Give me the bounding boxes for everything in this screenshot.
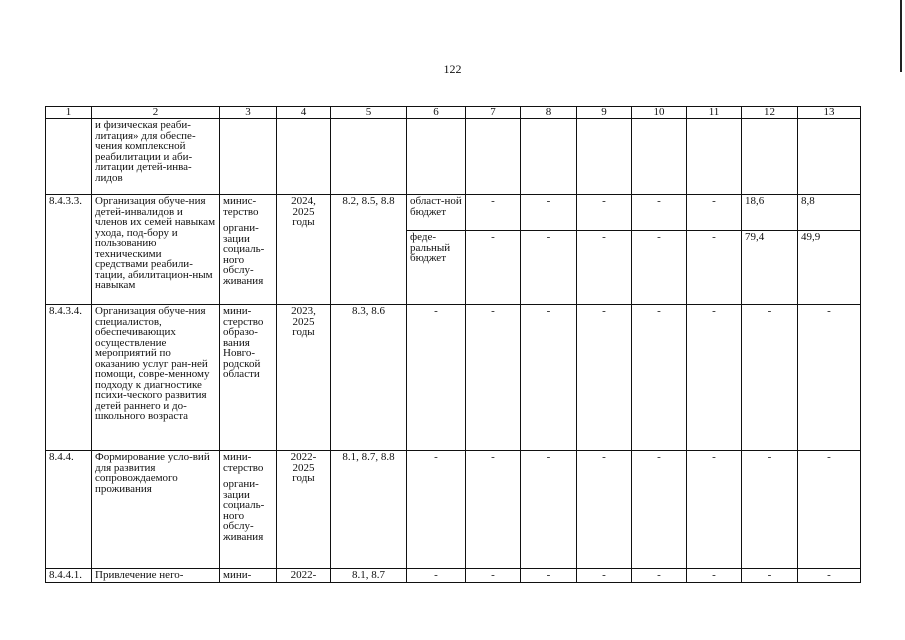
executor: мини-стерство органи-зации социаль-ного обслу-живания — [220, 451, 277, 569]
value-cell: - — [742, 305, 798, 451]
page-number: 122 — [443, 62, 462, 76]
column-number: 5 — [331, 107, 407, 119]
column-number: 3 — [220, 107, 277, 119]
value-cell: - — [466, 195, 521, 231]
value-cell: - — [577, 569, 632, 583]
column-number: 11 — [687, 107, 742, 119]
value-cell: - — [521, 451, 577, 569]
indicators: 8.1, 8.7, 8.8 — [331, 451, 407, 569]
value-cell: - — [632, 569, 687, 583]
value-cell: - — [687, 569, 742, 583]
value-cell: - — [742, 569, 798, 583]
activity-name: Организация обуче-ния специалистов, обеспечивающих осуществление мероприятий по оказанию услуг ран-ней помощи, совре-менному подходу к диагностике психи-ческого развития детей раннего и до-школьного возраста — [92, 305, 220, 451]
activity-name: Формирование усло-вий для развития сопровождаемого проживания — [92, 451, 220, 569]
value-cell: - — [521, 305, 577, 451]
activity-code: 8.4.3.3. — [46, 195, 92, 305]
column-number: 2 — [92, 107, 220, 119]
value-cell: - — [577, 451, 632, 569]
years: 2023, 2025 годы — [277, 305, 331, 451]
value-cell: - — [687, 451, 742, 569]
value-cell: 79,4 — [742, 231, 798, 305]
value-cell: - — [466, 305, 521, 451]
program-table — [45, 106, 861, 583]
value-cell: - — [687, 305, 742, 451]
executor: минис-терство органи-зации социаль-ного обслу-живания — [220, 195, 277, 305]
column-number: 7 — [466, 107, 521, 119]
value-cell: - — [577, 195, 632, 231]
value-cell: 49,9 — [798, 231, 861, 305]
table-row — [46, 569, 861, 583]
value-cell: - — [466, 231, 521, 305]
indicators: 8.2, 8.5, 8.8 — [331, 195, 407, 305]
value-cell: - — [798, 305, 861, 451]
column-number: 6 — [407, 107, 466, 119]
activity-code: 8.4.3.4. — [46, 305, 92, 451]
value-cell: - — [798, 451, 861, 569]
table-row — [46, 451, 861, 569]
funding-source: - — [407, 451, 466, 569]
indicators: 8.1, 8.7 — [331, 569, 407, 583]
value-cell: - — [521, 195, 577, 231]
value-cell: - — [466, 569, 521, 583]
column-number: 4 — [277, 107, 331, 119]
column-number: 12 — [742, 107, 798, 119]
column-number-row — [46, 107, 861, 119]
value-cell: - — [687, 195, 742, 231]
funding-source: - — [407, 305, 466, 451]
indicators: 8.3, 8.6 — [331, 305, 407, 451]
column-number: 10 — [632, 107, 687, 119]
value-cell: - — [798, 569, 861, 583]
value-cell: - — [687, 231, 742, 305]
executor: мини- — [220, 569, 277, 583]
years: 2022- — [277, 569, 331, 583]
column-number: 8 — [521, 107, 577, 119]
column-number: 13 — [798, 107, 861, 119]
table-row — [46, 195, 861, 231]
funding-source: - — [407, 569, 466, 583]
table-row — [46, 119, 861, 195]
column-number: 1 — [46, 107, 92, 119]
activity-name: и физическая реаби-литация» для обеспе-чения комплексной реабилитации и аби-литации детей-инва-лидов — [92, 119, 220, 195]
value-cell: - — [466, 451, 521, 569]
value-cell: - — [632, 451, 687, 569]
activity-name: Организация обуче-ния детей-инвалидов и членов их семей навыкам ухода, под-бору и пользованию техническими средствами реабили-тации, абилитацион-ным навыкам — [92, 195, 220, 305]
value-cell: - — [742, 451, 798, 569]
funding-source: феде-ральный бюджет — [407, 231, 466, 305]
value-cell: - — [577, 305, 632, 451]
value-cell: 8,8 — [798, 195, 861, 231]
activity-code: 8.4.4. — [46, 451, 92, 569]
value-cell: - — [521, 231, 577, 305]
funding-source: област-ной бюджет — [407, 195, 466, 231]
executor: мини-стерство образо-вания Новго-родской области — [220, 305, 277, 451]
column-number: 9 — [577, 107, 632, 119]
years: 2024, 2025 годы — [277, 195, 331, 305]
value-cell: - — [521, 569, 577, 583]
value-cell: 18,6 — [742, 195, 798, 231]
activity-name: Привлечение него- — [92, 569, 220, 583]
value-cell: - — [632, 195, 687, 231]
value-cell: - — [577, 231, 632, 305]
value-cell: - — [632, 231, 687, 305]
table-row — [46, 305, 861, 451]
years: 2022-2025 годы — [277, 451, 331, 569]
activity-code: 8.4.4.1. — [46, 569, 92, 583]
value-cell: - — [632, 305, 687, 451]
